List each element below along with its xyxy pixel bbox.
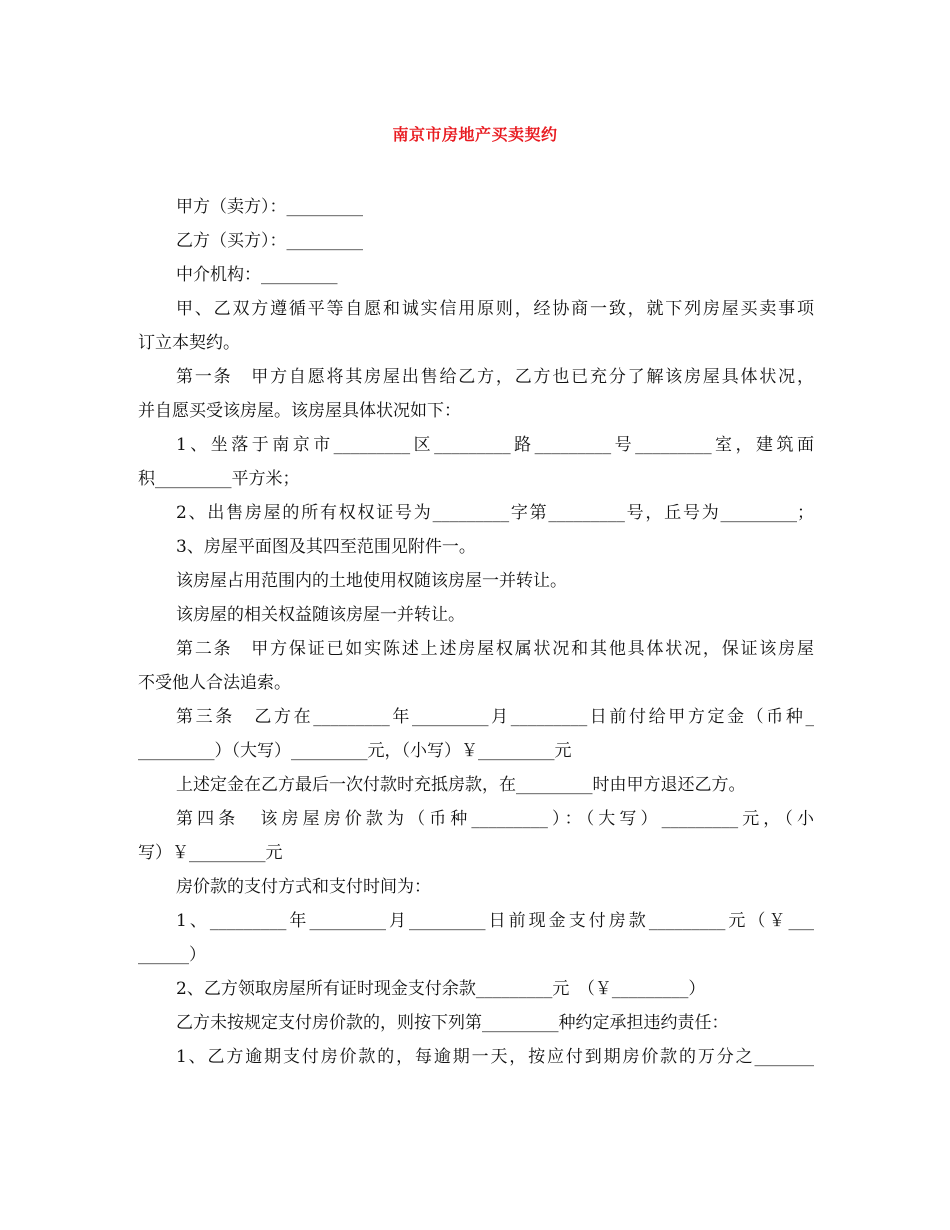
document-line: 第三条 乙方在_________年_________月_________日前付给甲方定金（币种_ — [176, 707, 814, 727]
document-line: 房价款的支付方式和支付时间为： — [176, 877, 431, 897]
document-title: 南京市房地产买卖契约 — [392, 125, 558, 144]
document-line: 写）￥_________元 — [138, 843, 283, 863]
document-line: 不受他人合法追索。 — [138, 673, 291, 693]
document-line: 该房屋的相关权益随该房屋一并转让。 — [176, 605, 465, 625]
document-line: 3、房屋平面图及其四至范围见附件一。 — [176, 537, 476, 557]
document-line: 中介机构：_________ — [176, 265, 338, 285]
document-line: 该房屋占用范围内的土地使用权随该房屋一并转让。 — [176, 571, 567, 591]
document-line: 订立本契约。 — [138, 333, 240, 353]
document-line: 甲方（卖方）：_________ — [176, 197, 363, 217]
document-line: 1、_________年_________月_________日前现金支付房款_________元（￥___ — [176, 911, 814, 931]
document-line: 乙方未按规定支付房价款的，则按下列第_________种约定承担违约责任： — [176, 1013, 729, 1033]
document-line: 甲、乙双方遵循平等自愿和诚实信用原则，经协商一致，就下列房屋买卖事项 — [176, 299, 814, 319]
document-line: 1、坐落于南京市_________区_________路_________号_________室，建筑面 — [176, 435, 814, 455]
document-line: 上述定金在乙方最后一次付款时充抵房款，在_________时由甲方退还乙方。 — [176, 775, 746, 795]
document-line: 第四条 该房屋房价款为（币种_________）：（大写）_________元，（小 — [176, 809, 814, 829]
document-line: _________）（大写）_________元，（小写）￥_________元 — [138, 741, 572, 761]
document-line: 乙方（买方）：_________ — [176, 231, 363, 251]
document-line: 第一条 甲方自愿将其房屋出售给乙方，乙方也已充分了解该房屋具体状况， — [176, 367, 814, 387]
document-line: 2、出售房屋的所有权权证号为_________字第_________号，丘号为_________； — [176, 503, 814, 523]
document-line: ______） — [138, 945, 206, 965]
document-line: 第二条 甲方保证已如实陈述上述房屋权属状况和其他具体状况，保证该房屋 — [176, 639, 814, 659]
document-line: 1、乙方逾期支付房价款的，每逾期一天，按应付到期房价款的万分之_______ — [176, 1047, 814, 1067]
document-body — [138, 190, 814, 1074]
document-line: 并自愿买受该房屋。该房屋具体状况如下： — [138, 401, 461, 421]
document-line: 积_________平方米； — [138, 469, 300, 489]
document-line: 2、乙方领取房屋所有证时现金支付余款_________元 （￥_________） — [176, 979, 706, 999]
